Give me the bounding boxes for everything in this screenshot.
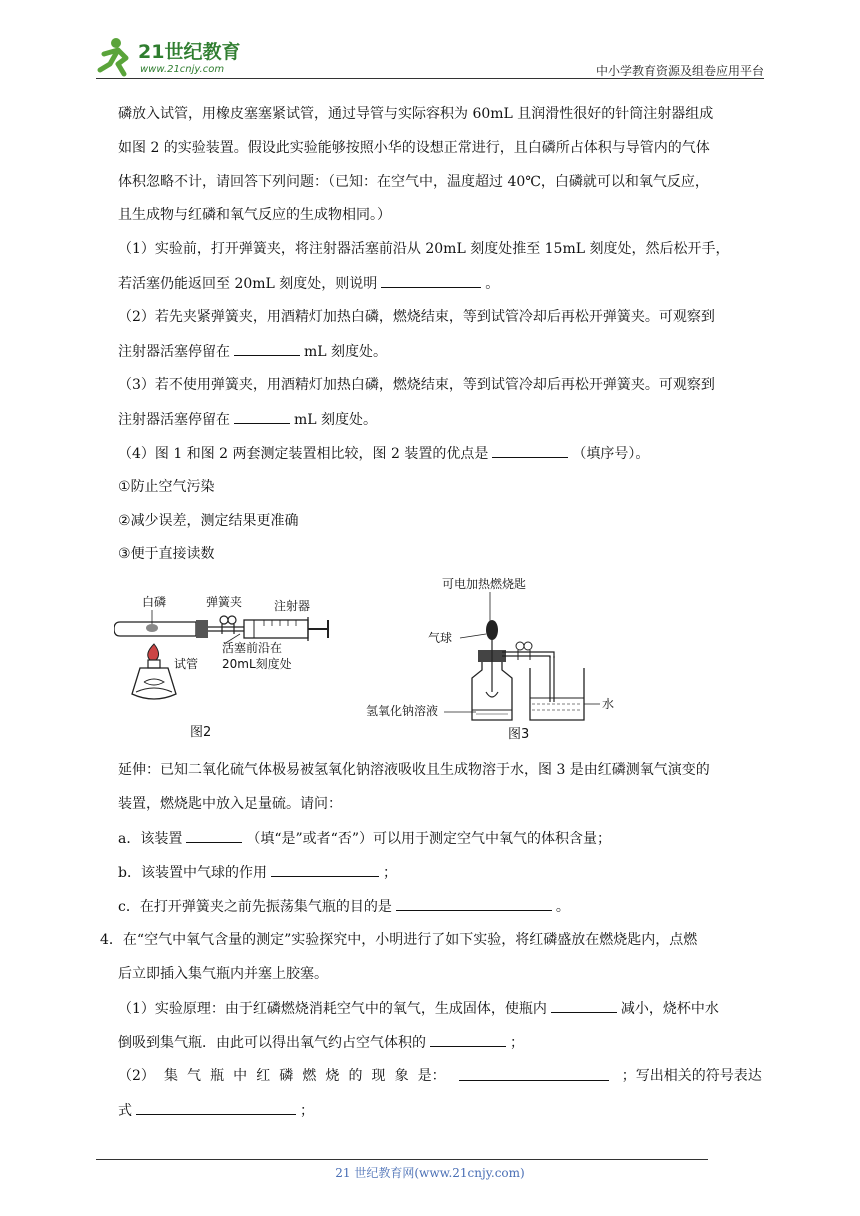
- answer-blank[interactable]: [551, 998, 617, 1013]
- option-text: 减少误差，测定结果更准确: [130, 513, 299, 529]
- option-text: 防止空气污染: [130, 479, 215, 495]
- question-text: 瓶: [210, 1068, 225, 1084]
- label-water: 水: [602, 697, 615, 711]
- question-4-sub1: [118, 998, 719, 1019]
- logo-url: www.21cnjy.com: [140, 64, 225, 75]
- paragraph-line: 体积忽略不计，请回答下列问题：（已知：在空气中，温度超过 40℃，白磷就可以和氧气反应，: [118, 174, 709, 190]
- question-text: 红: [256, 1068, 271, 1084]
- footer-text[interactable]: 21 世纪教育网(www.21cnjy.com): [335, 1166, 525, 1180]
- question-text: 倒吸到集气瓶．由此可以得出氧气约占空气体积的: [118, 1035, 426, 1051]
- question-text: （4）图 1 和图 2 两套测定装置相比较，图 2 装置的优点是: [118, 446, 489, 462]
- question-text: 式: [118, 1103, 132, 1119]
- question-3-line2: [118, 409, 377, 430]
- question-text: 注射器活塞停留在: [118, 412, 230, 428]
- question-text: a．该装置: [118, 831, 183, 847]
- question-text: 的: [348, 1068, 363, 1084]
- question-2-line1: （2）若先夹紧弹簧夹，用酒精灯加热白磷，燃烧结束，等到试管冷却后再松开弹簧夹。可观察到: [118, 309, 715, 325]
- question-text: （1）实验原理：由于红磷燃烧消耗空气中的氧气，生成固体，使瓶内: [118, 1001, 547, 1017]
- question-text: 燃: [302, 1068, 317, 1084]
- question-text: ；: [510, 1035, 524, 1051]
- question-4-sub2: [118, 1066, 762, 1086]
- paragraph-line: 且生成物与红磷和氧气反应的生成物相同。）: [118, 207, 391, 223]
- question-text: 集: [163, 1068, 178, 1084]
- option-2: [118, 511, 299, 531]
- question-text: （填序号）。: [572, 446, 650, 462]
- answer-blank[interactable]: [492, 443, 568, 458]
- question-text: mL 刻度处。: [304, 344, 388, 360]
- question-text: ；写出相关的符号表达: [621, 1068, 762, 1084]
- runner-icon: [100, 38, 126, 74]
- question-2-line2: [118, 341, 387, 362]
- header-platform-text: 中小学教育资源及组卷应用平台: [595, 64, 764, 78]
- question-4-sub1-line2: [118, 1032, 524, 1053]
- option-3: [118, 544, 215, 564]
- label-piston-1: 活塞前沿在: [222, 641, 283, 655]
- figure-2-caption: 图2: [190, 725, 212, 740]
- answer-blank[interactable]: [136, 1100, 296, 1115]
- question-text: 现: [371, 1068, 386, 1084]
- label-test-tube: 试管: [174, 657, 199, 671]
- question-text: 减小，烧杯中水: [620, 1001, 719, 1017]
- label-syringe: 注射器: [274, 599, 311, 613]
- paragraph-line: 如图 2 的实验装置。假设此实验能够按照小华的设想正常进行，且白磷所占体积与导管内的气体: [118, 140, 710, 156]
- header-divider: [96, 78, 764, 79]
- extension-line2: 装置，燃烧匙中放入足量硫。请问：: [118, 796, 342, 812]
- answer-blank[interactable]: [459, 1066, 609, 1081]
- page-header: [96, 28, 764, 80]
- option-mark: ③: [118, 546, 131, 562]
- logo: [96, 34, 266, 78]
- question-text: 若活塞仍能返回至 20mL 刻度处，则说明: [118, 276, 378, 292]
- answer-blank[interactable]: [186, 828, 242, 843]
- question-3-line1: （3）若不使用弹簧夹，用酒精灯加热白磷，燃烧结束，等到试管冷却后再松开弹簧夹。可观察到: [118, 377, 715, 393]
- extension-line1: 延伸：已知二氧化硫气体极易被氢氧化钠溶液吸收且生成物溶于水，图 3 是由红磷测氧气演变的: [118, 762, 710, 778]
- question-text: 是：: [417, 1068, 446, 1084]
- question-4-main-line1: 4．在“空气中氧气含量的测定”实验探究中，小明进行了如下实验，将红磷盛放在燃烧匙内，点燃: [100, 932, 698, 948]
- label-electric-spoon: 可电加热燃烧匙: [442, 577, 527, 591]
- answer-blank[interactable]: [234, 409, 290, 424]
- question-text: mL 刻度处。: [294, 412, 378, 428]
- question-text: 磷: [279, 1068, 294, 1084]
- label-naoh-solution: 氢氧化钠溶液: [366, 704, 439, 718]
- answer-blank[interactable]: [396, 896, 552, 911]
- label-piston-2: 20mL刻度处: [222, 657, 292, 671]
- question-text: 注射器活塞停留在: [118, 344, 230, 360]
- paragraph-line: 磷放入试管，用橡皮塞塞紧试管，通过导管与实际容积为 60mL 且润滑性很好的针筒注射器组成: [118, 106, 714, 122]
- question-text: 象: [394, 1068, 409, 1084]
- question-4-line: [118, 443, 649, 464]
- question-text: （填“是”或者“否”）可以用于测定空气中氧气的体积含量；: [246, 831, 611, 847]
- question-4-sub2-line2: [118, 1100, 314, 1121]
- extension-b: [118, 862, 397, 883]
- label-spring-clip: 弹簧夹: [206, 595, 243, 609]
- question-text: ；: [382, 865, 397, 881]
- question-text: 中: [233, 1068, 248, 1084]
- extension-c: [118, 896, 570, 917]
- question-text: c．在打开弹簧夹之前先振荡集气瓶的目的是: [118, 899, 392, 915]
- label-white-phosphorus: 白磷: [142, 595, 167, 609]
- question-text: 气: [187, 1068, 202, 1084]
- question-text: b．该装置中气球的作用: [118, 865, 267, 881]
- question-text: 。: [485, 276, 500, 292]
- answer-blank[interactable]: [271, 862, 379, 877]
- label-balloon: 气球: [428, 631, 453, 645]
- question-text: ；: [300, 1103, 314, 1119]
- question-text: 烧: [325, 1068, 340, 1084]
- figure-3-caption: 图3: [508, 727, 530, 742]
- option-1: [118, 477, 215, 497]
- answer-blank[interactable]: [430, 1032, 506, 1047]
- footer-divider: [96, 1159, 708, 1160]
- logo-text: 21世纪教育: [138, 41, 241, 63]
- option-text: 便于直接读数: [130, 546, 215, 562]
- question-1-line2: [118, 273, 499, 294]
- option-mark: ①: [118, 479, 131, 495]
- answer-blank[interactable]: [381, 273, 481, 288]
- figure-3-apparatus: [362, 572, 702, 744]
- extension-a: [118, 828, 611, 849]
- answer-blank[interactable]: [234, 341, 300, 356]
- option-mark: ②: [118, 513, 131, 529]
- question-1-line1: （1）实验前，打开弹簧夹，将注射器活塞前沿从 20mL 刻度处推至 15mL 刻度处，然后松开手，: [118, 241, 730, 257]
- figure-2-apparatus: [114, 584, 344, 744]
- question-text: 。: [555, 899, 570, 915]
- question-text: （2）: [118, 1068, 155, 1084]
- question-4-main-line2: 后立即插入集气瓶内并塞上胶塞。: [118, 966, 328, 982]
